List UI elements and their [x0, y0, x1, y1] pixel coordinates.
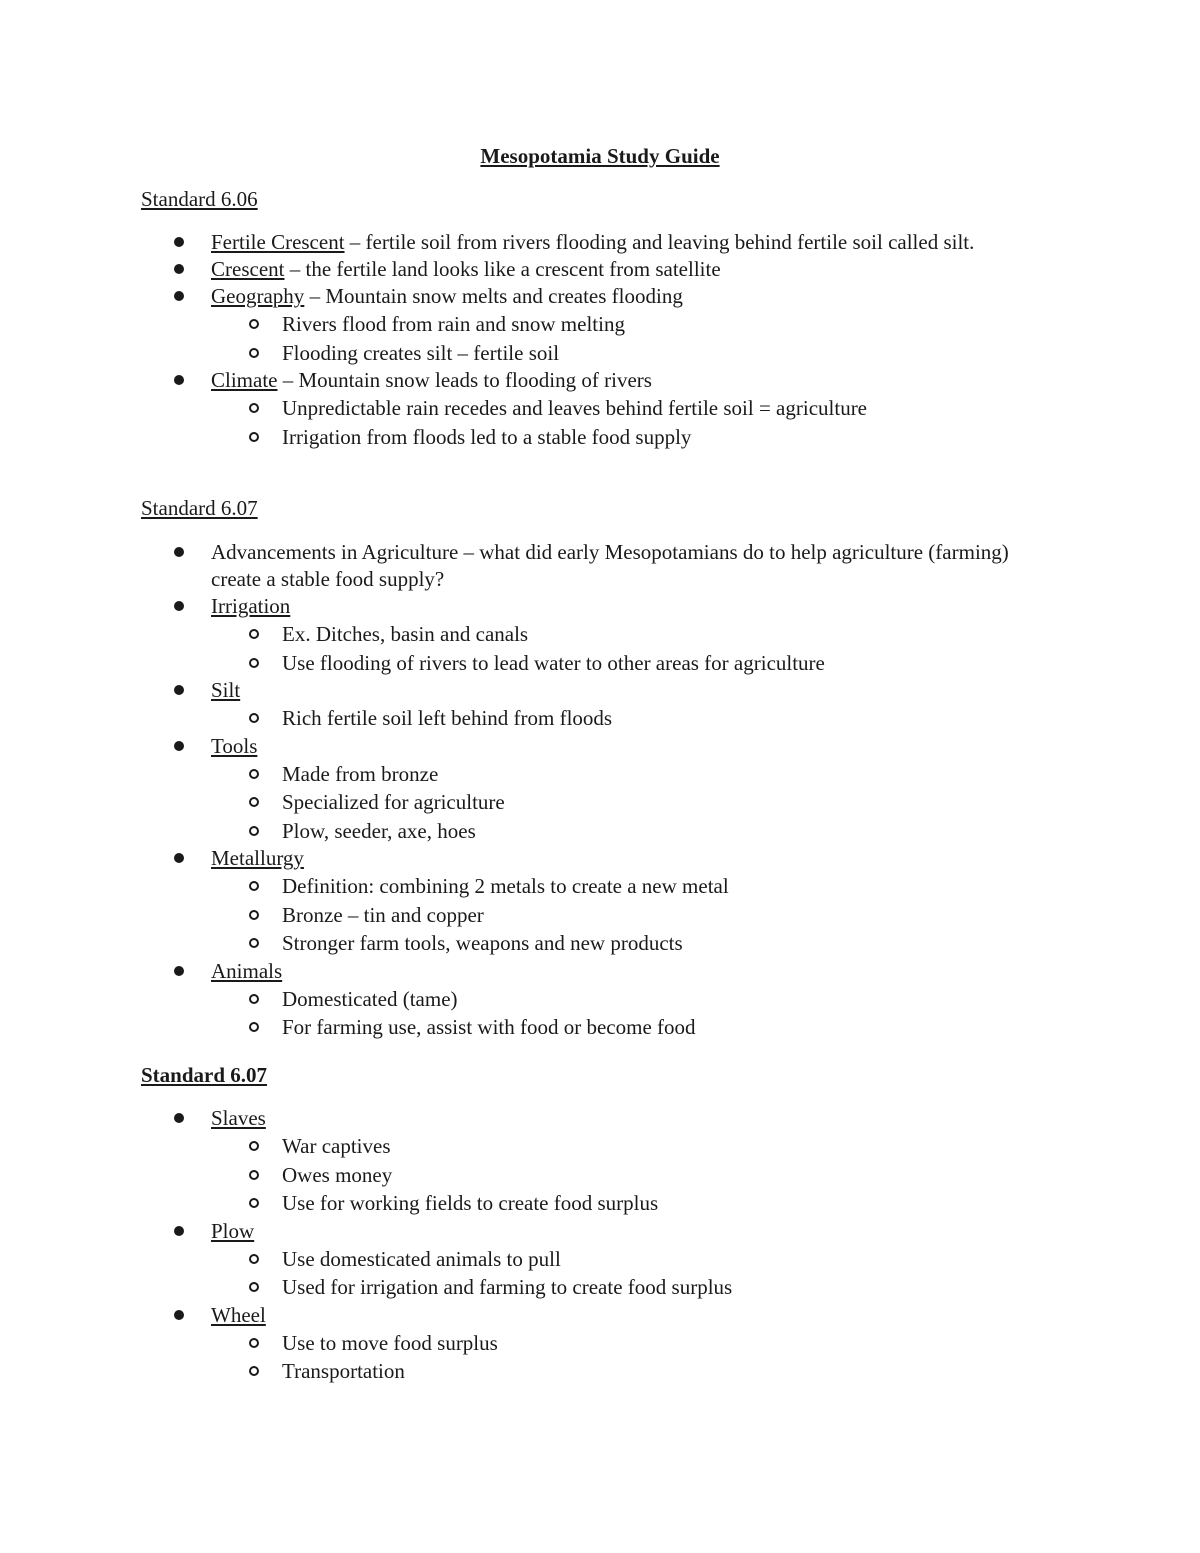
sub-list-item — [0, 423, 1061, 452]
item-text: – Mountain snow leads to flooding of rivers — [277, 368, 652, 392]
term: Slaves — [211, 1106, 266, 1130]
hollow-bullet-icon — [249, 994, 259, 1004]
term: Wheel — [211, 1302, 266, 1327]
list-item — [0, 733, 1061, 846]
hollow-bullet-icon — [249, 1282, 259, 1292]
sub-list — [211, 872, 1061, 958]
bullet-icon — [174, 291, 184, 301]
sub-list — [211, 1132, 1061, 1218]
bullet-icon — [174, 1113, 184, 1123]
term: Tools — [211, 733, 258, 758]
sub-item-text: Used for irrigation and farming to create food surplus — [282, 1275, 733, 1299]
sub-item-text: Plow, seeder, axe, hoes — [282, 818, 476, 843]
section-heading: Standard 6.06 — [141, 187, 258, 211]
sub-item-text: Made from bronze — [282, 761, 439, 786]
hollow-bullet-icon — [249, 1022, 259, 1032]
sub-list-item — [0, 1329, 1061, 1358]
sub-list — [211, 394, 1061, 451]
item-text: – Mountain snow melts and creates flooding — [304, 284, 683, 308]
bullet-icon — [174, 1310, 184, 1320]
list-item — [0, 256, 1061, 283]
sub-item-text: Transportation — [282, 1359, 405, 1383]
sub-item-text: Use to move food surplus — [282, 1330, 498, 1355]
sub-list — [211, 620, 1061, 677]
bullet-icon — [174, 1226, 184, 1236]
hollow-bullet-icon — [249, 629, 259, 639]
list-item — [0, 229, 1061, 256]
sub-list — [211, 704, 1061, 733]
term: Silt — [211, 678, 241, 702]
bullet-icon — [174, 237, 184, 247]
hollow-bullet-icon — [249, 348, 259, 358]
hollow-bullet-icon — [249, 1198, 259, 1208]
bullet-icon — [174, 264, 184, 274]
sub-item-text: Use domesticated animals to pull — [282, 1246, 561, 1271]
sub-list-item — [0, 1013, 1061, 1042]
sub-list-item — [0, 788, 1061, 817]
sub-item-text: Definition: combining 2 metals to create a new metal — [282, 874, 729, 898]
hollow-bullet-icon — [249, 1141, 259, 1151]
sub-item-text: Flooding creates silt – fertile soil — [282, 340, 560, 365]
sub-item-text: War captives — [282, 1134, 391, 1158]
sub-item-text: Rich fertile soil left behind from floods — [282, 706, 613, 730]
sub-list-item — [0, 1245, 1061, 1274]
list-item — [0, 1105, 1061, 1218]
item-text: – the fertile land looks like a crescent from satellite — [284, 257, 721, 281]
section-list — [0, 539, 1200, 1042]
bullet-icon — [174, 547, 184, 557]
hollow-bullet-icon — [249, 658, 259, 668]
term: Crescent — [211, 257, 285, 281]
bullet-icon — [174, 966, 184, 976]
sub-item-text: Irrigation from floods led to a stable food supply — [282, 424, 692, 449]
hollow-bullet-icon — [249, 1170, 259, 1180]
sub-list-item — [0, 901, 1061, 930]
sub-item-text: Domesticated (tame) — [282, 986, 458, 1011]
list-item — [0, 283, 1061, 367]
hollow-bullet-icon — [249, 797, 259, 807]
sub-list-item — [0, 817, 1061, 846]
hollow-bullet-icon — [249, 938, 259, 948]
sub-item-text: Stronger farm tools, weapons and new products — [282, 931, 683, 955]
hollow-bullet-icon — [249, 1366, 259, 1376]
section-heading: Standard 6.07 — [141, 496, 258, 520]
hollow-bullet-icon — [249, 319, 259, 329]
term: Metallurgy — [211, 846, 304, 870]
list-item — [0, 367, 1061, 451]
bullet-icon — [174, 741, 184, 751]
sub-item-text: Ex. Ditches, basin and canals — [282, 622, 529, 646]
sub-list-item — [0, 394, 1061, 423]
page-title: Mesopotamia Study Guide — [480, 144, 720, 168]
sub-list — [211, 1329, 1061, 1386]
hollow-bullet-icon — [249, 826, 259, 836]
section-list — [0, 229, 1200, 451]
bullet-icon — [174, 375, 184, 385]
term: Irrigation — [211, 594, 291, 618]
hollow-bullet-icon — [249, 1254, 259, 1264]
term: Plow — [211, 1218, 255, 1243]
term: Animals — [211, 958, 283, 983]
sub-item-text: Rivers flood from rain and snow melting — [282, 312, 625, 336]
sub-list-item — [0, 985, 1061, 1014]
term: Fertile Crescent — [211, 230, 345, 254]
sub-list-item — [0, 1161, 1061, 1190]
sub-list-item — [0, 1273, 1061, 1302]
sub-item-text: Unpredictable rain recedes and leaves behind fertile soil = agriculture — [282, 396, 868, 420]
sub-item-text: Owes money — [282, 1162, 393, 1187]
hollow-bullet-icon — [249, 403, 259, 413]
list-item — [0, 539, 1061, 593]
bullet-icon — [174, 853, 184, 863]
hollow-bullet-icon — [249, 769, 259, 779]
sub-list — [211, 310, 1061, 367]
sub-list-item — [0, 929, 1061, 958]
hollow-bullet-icon — [249, 910, 259, 920]
sub-list-item — [0, 872, 1061, 901]
sub-item-text: Use for working fields to create food surplus — [282, 1191, 659, 1215]
list-item — [0, 593, 1061, 677]
sub-list-item — [0, 310, 1061, 339]
sub-list-item — [0, 649, 1061, 678]
sub-item-text: For farming use, assist with food or become food — [282, 1015, 696, 1039]
bullet-icon — [174, 685, 184, 695]
hollow-bullet-icon — [249, 1338, 259, 1348]
list-item — [0, 845, 1061, 958]
sub-list — [211, 985, 1061, 1042]
hollow-bullet-icon — [249, 713, 259, 723]
sub-list-item — [0, 339, 1061, 368]
list-item — [0, 1302, 1061, 1386]
sub-list-item — [0, 760, 1061, 789]
sub-list-item — [0, 704, 1061, 733]
hollow-bullet-icon — [249, 432, 259, 442]
list-item — [0, 1218, 1061, 1302]
term: Climate — [211, 368, 278, 392]
item-text: Advancements in Agriculture – what did early Mesopotamians do to help agriculture (farming) create a stable food supply? — [211, 540, 1009, 591]
term: Geography — [211, 284, 305, 308]
sub-list — [211, 760, 1061, 846]
bullet-icon — [174, 601, 184, 611]
sub-item-text: Bronze – tin and copper — [282, 902, 484, 927]
section-heading: Standard 6.07 — [141, 1063, 268, 1087]
sub-list — [211, 1245, 1061, 1302]
list-item — [0, 677, 1061, 733]
sub-list-item — [0, 1357, 1061, 1386]
sub-item-text: Use flooding of rivers to lead water to other areas for agriculture — [282, 650, 825, 675]
hollow-bullet-icon — [249, 881, 259, 891]
sub-list-item — [0, 620, 1061, 649]
sub-list-item — [0, 1132, 1061, 1161]
list-item — [0, 958, 1061, 1042]
item-text: – fertile soil from rivers flooding and leaving behind fertile soil called silt. — [344, 230, 975, 254]
sub-item-text: Specialized for agriculture — [282, 790, 505, 814]
section-list — [0, 1105, 1200, 1386]
sub-list-item — [0, 1189, 1061, 1218]
